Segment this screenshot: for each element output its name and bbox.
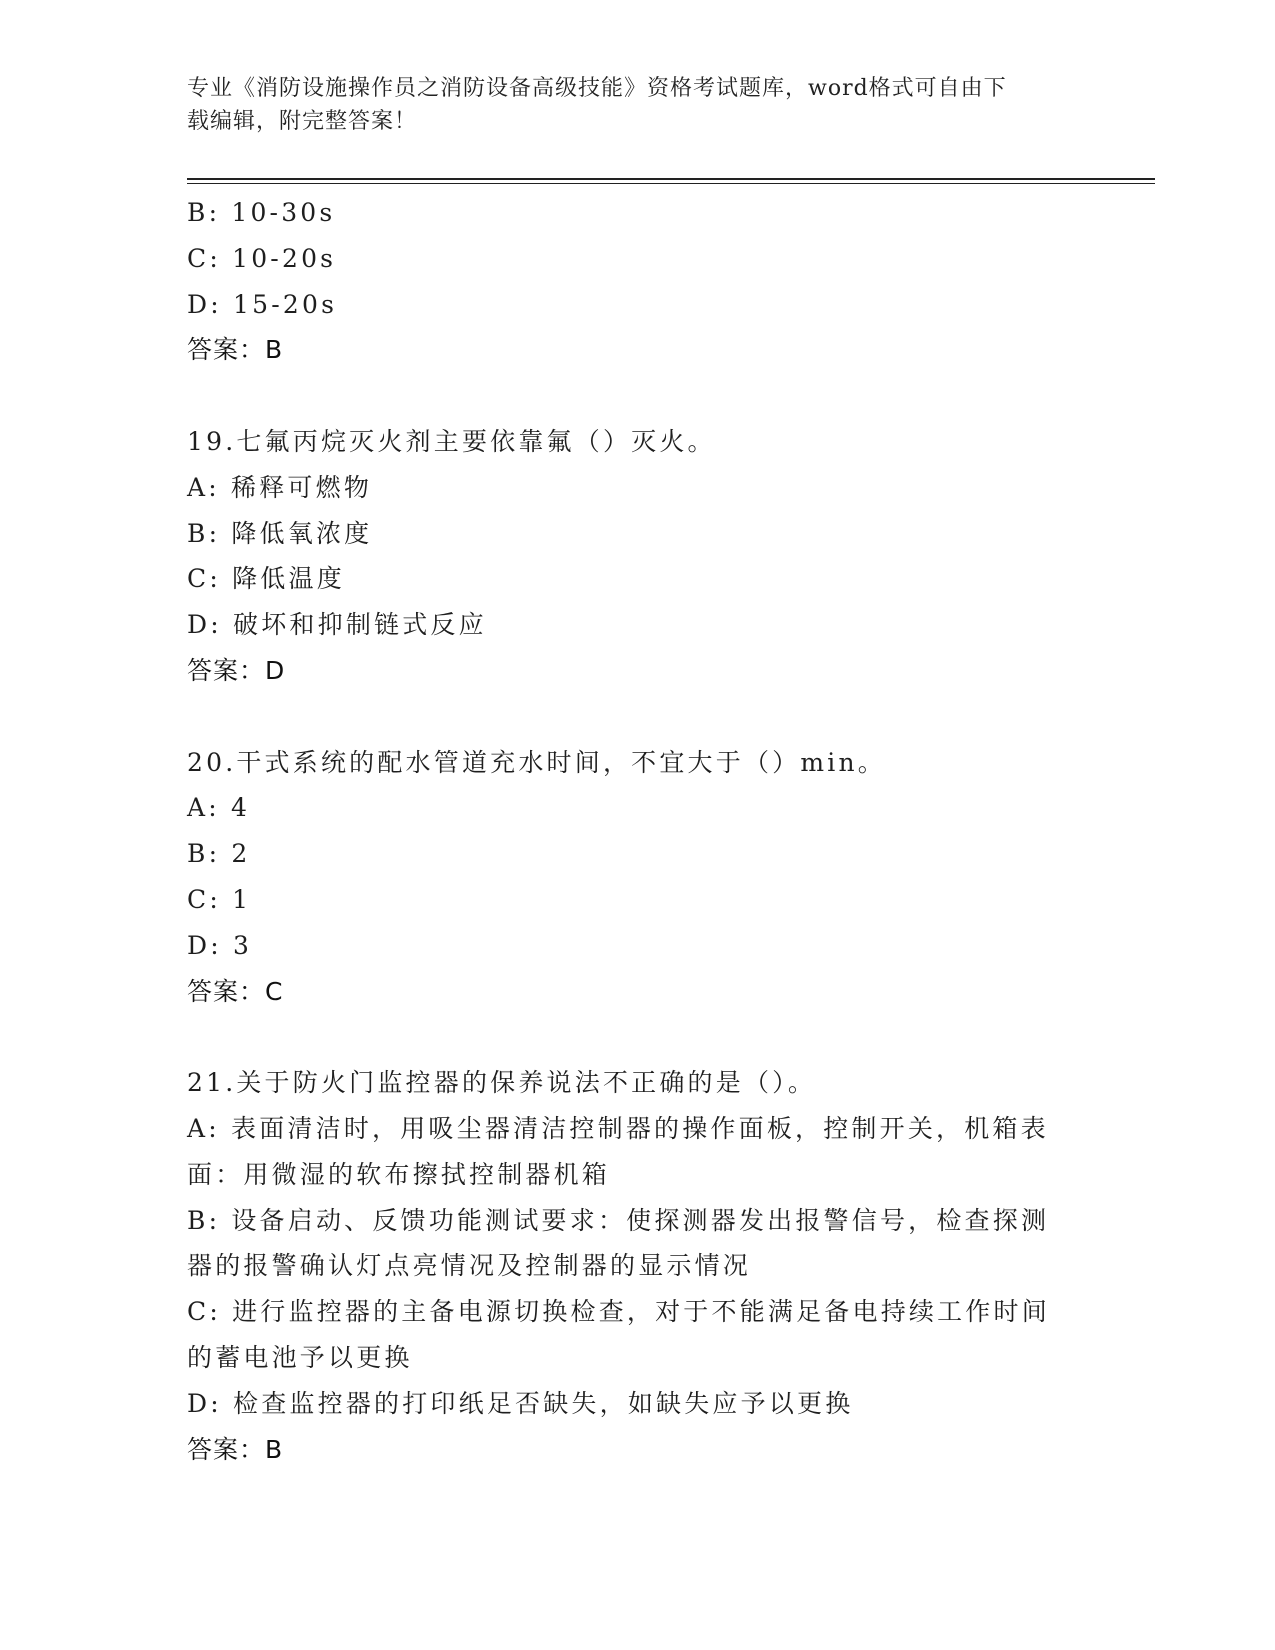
question-19 [187, 419, 1087, 694]
spacer [187, 373, 1087, 419]
option-b: B: 设备启动、反馈功能测试要求：使探测器发出报警信号，检查探测 [187, 1205, 1050, 1235]
option-c: C: 1 [187, 884, 252, 914]
header-rule-thick [187, 178, 1155, 180]
option-c-continued: 的蓄电池予以更换 [187, 1342, 413, 1372]
option-c: C: 10-20s [187, 243, 337, 273]
option-a: A: 4 [187, 793, 251, 823]
question-18-continued [187, 190, 1087, 373]
option-a: A: 稀释可燃物 [187, 472, 373, 502]
question-20 [187, 740, 1087, 1015]
option-d: D: 15-20s [187, 289, 338, 319]
question-21 [187, 1060, 1087, 1472]
question-content [187, 190, 1087, 1472]
header-line-2: 载编辑，附完整答案！ [187, 109, 418, 134]
option-b: B: 10-30s [187, 198, 336, 227]
header-rule-thin [187, 183, 1155, 184]
option-b: B: 降低氧浓度 [187, 518, 373, 548]
answer-label: 答案：B [187, 1434, 284, 1464]
question-stem: 21.关于防火门监控器的保养说法不正确的是（）。 [187, 1068, 817, 1098]
option-d: D: 3 [187, 930, 253, 960]
option-b-continued: 器的报警确认灯点亮情况及控制器的显示情况 [187, 1251, 752, 1281]
question-stem: 20.干式系统的配水管道充水时间，不宜大于（）min。 [187, 747, 886, 777]
answer-label: 答案：C [187, 976, 284, 1006]
answer-label: 答案：D [187, 655, 286, 685]
option-a: A: 表面清洁时，用吸尘器清洁控制器的操作面板，控制开关，机箱表 [187, 1113, 1049, 1143]
answer-label: 答案：B [187, 335, 284, 365]
page-header [187, 72, 1067, 138]
spacer [187, 694, 1087, 740]
question-stem: 19.七氟丙烷灭火剂主要依靠氟（）灭火。 [187, 426, 716, 456]
option-b: B: 2 [187, 839, 251, 869]
option-a-continued: 面：用微湿的软布擦拭控制器机箱 [187, 1159, 611, 1189]
option-c: C: 降低温度 [187, 564, 345, 594]
option-d: D: 破坏和抑制链式反应 [187, 610, 487, 640]
option-d: D: 检查监控器的打印纸足否缺失，如缺失应予以更换 [187, 1388, 854, 1418]
option-c: C: 进行监控器的主备电源切换检查，对于不能满足备电持续工作时间 [187, 1297, 1050, 1327]
spacer [187, 1014, 1087, 1060]
header-line-1: 专业《消防设施操作员之消防设备高级技能》资格考试题库，word格式可自由下 [187, 76, 1007, 101]
